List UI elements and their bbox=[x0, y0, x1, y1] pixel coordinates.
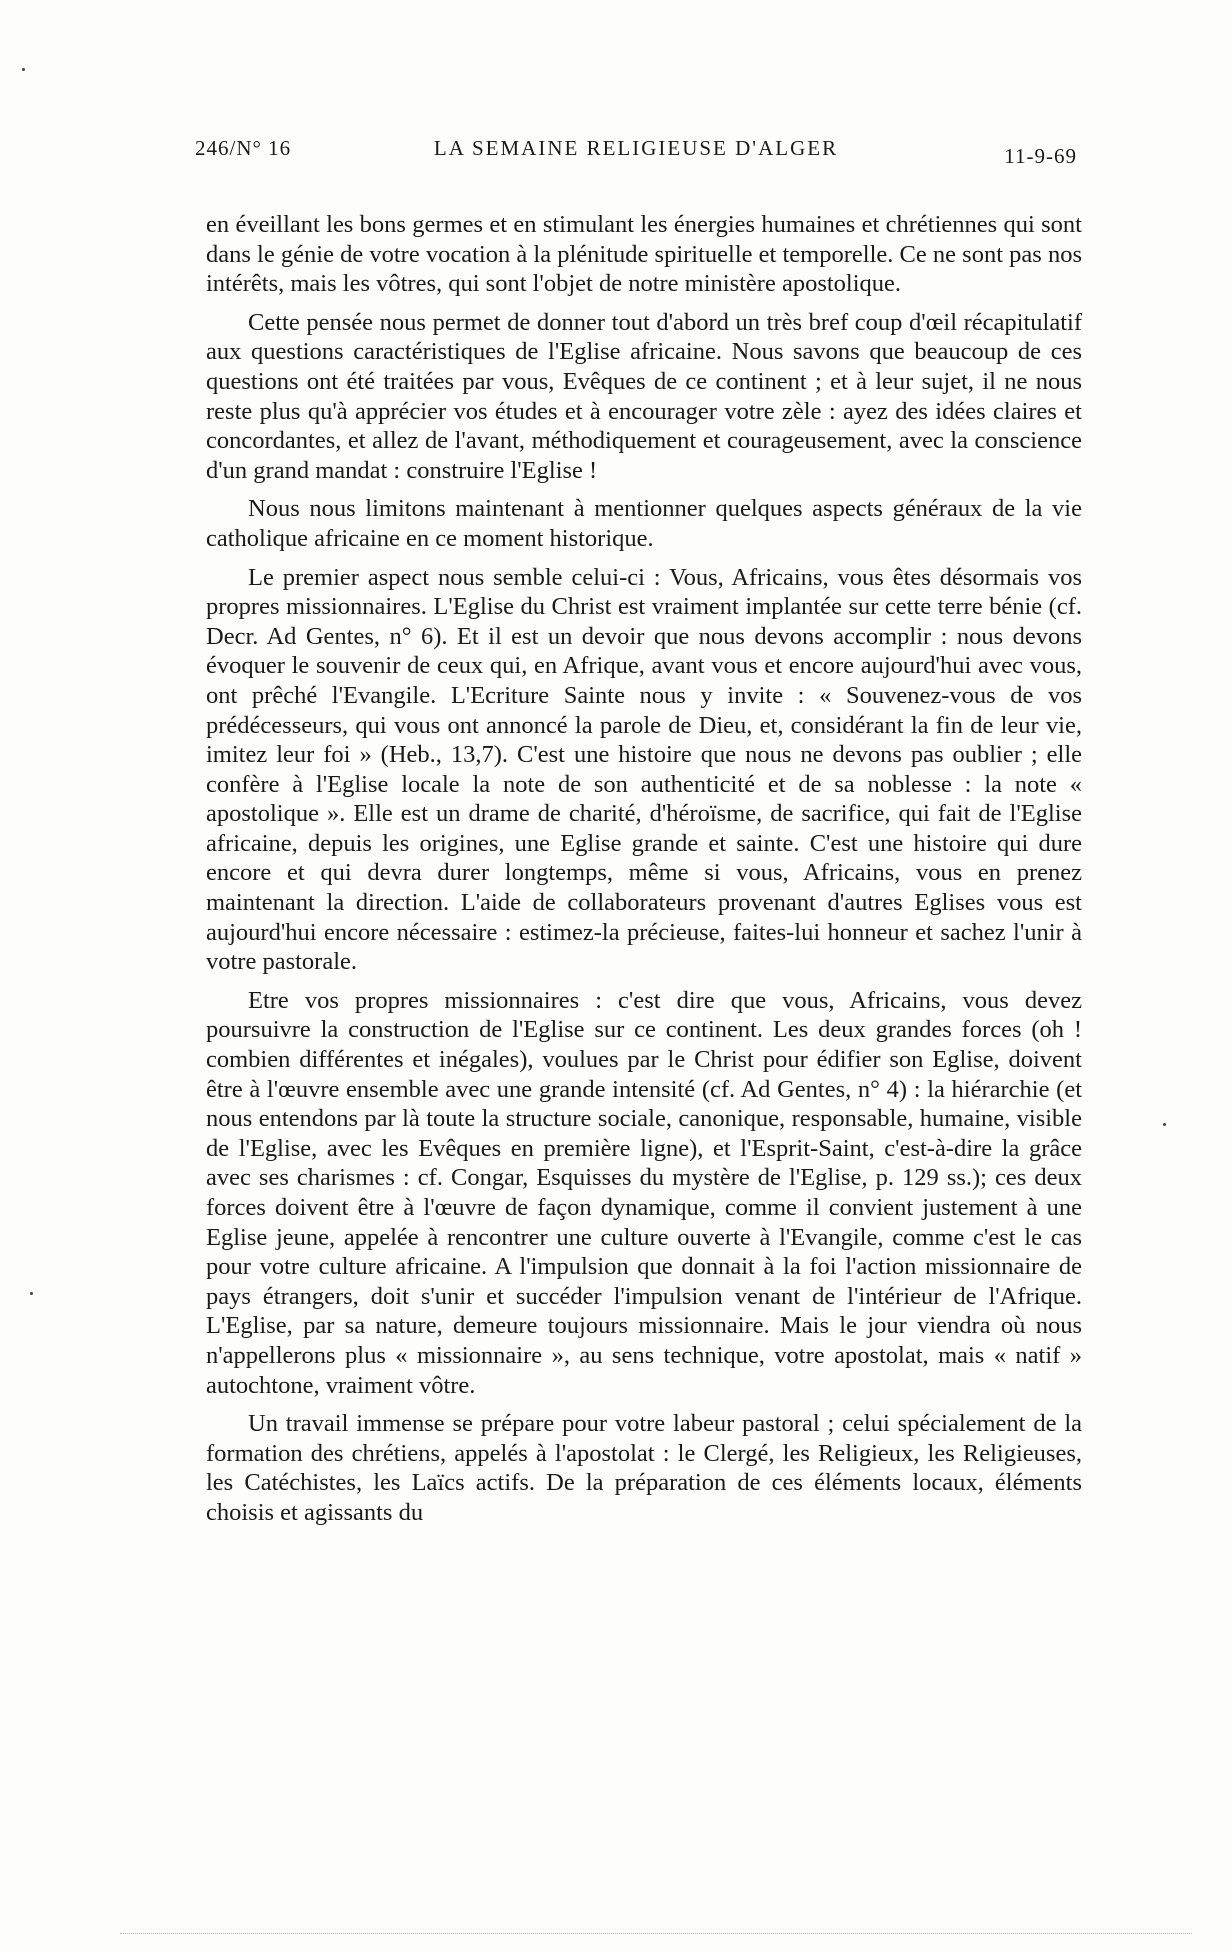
scan-speck bbox=[30, 1292, 33, 1295]
scan-speck bbox=[22, 68, 25, 71]
running-header bbox=[195, 136, 1077, 170]
issue-date: 11-9-69 bbox=[1004, 144, 1077, 168]
paragraph-5: Etre vos propres missionnaires : c'est dire que vous, Africains, vous devez poursuivre la construction de l'Eglise sur ce continent. Les deux grandes forces (oh ! combien différentes et inégales), voulues par le Christ pour édifier son Eglise, doivent être à l'œuvre ensemble avec une grande intensité (cf. Ad Gentes, n° 4) : la hiérarchie (et nous entendons par là toute la structure sociale, canonique, responsable, humaine, visible de l'Eglise, avec les Evêques en première ligne), et l'Esprit-Saint, c'est-à-dire la grâce avec ses charismes : cf. Congar, Esquisses du mystère de l'Eglise, p. 129 ss.); ces deux forces doivent être à l'œuvre de façon dynamique, comme il convient justement à une Eglise jeune, appelée à rencontrer une culture ouverte à l'Evangile, comme c'est le cas pour votre culture africaine. A l'impulsion que donnait à la foi l'action missionnaire de pays étrangers, doit s'unir et succéder l'impulsion venant de l'intérieur de l'Afrique. L'Eglise, par sa nature, demeure toujours missionnaire. Mais le jour viendra où nous n'appellerons plus « missionnaire », au sens technique, votre apostolat, mais « natif » autochtone, vraiment vôtre. bbox=[206, 986, 1082, 1399]
issue-number: 246/N° 16 bbox=[195, 136, 292, 160]
article-body bbox=[206, 210, 1082, 1537]
paragraph-6: Un travail immense se prépare pour votre labeur pastoral ; celui spécialement de la formation des chrétiens, appelés à l'apostolat : le Clergé, les Religieux, les Religieuses, les Catéchistes, les Laïcs actifs. De la préparation de ces éléments locaux, éléments choisis et agissants du bbox=[206, 1410, 1082, 1526]
scan-speck bbox=[1163, 1123, 1166, 1126]
paragraph-3: Nous nous limitons maintenant à mentionner quelques aspects généraux de la vie catholique africaine en ce moment historique. bbox=[206, 495, 1082, 552]
paragraph-4: Le premier aspect nous semble celui-ci : Vous, Africains, vous êtes désormais vos propres missionnaires. L'Eglise du Christ est vraiment implantée sur cette terre bénie (cf. Decr. Ad Gentes, n° 6). Et il est un devoir que nous devons accomplir : nous devons évoquer le souvenir de ceux qui, en Afrique, avant vous et encore aujourd'hui avec vous, ont prêché l'Evangile. L'Ecriture Sainte nous y invite : « Souvenez-vous de vos prédécesseurs, qui vous ont annoncé la parole de Dieu, et, considérant la fin de leur vie, imitez leur foi » (Heb., 13,7). C'est une histoire que nous ne devons pas oublier ; elle confère à l'Eglise locale la note de son authenticité et de sa noblesse : la note « apostolique ». Elle est un drame de charité, d'héroïsme, de sacrifice, qui fait de l'Eglise africaine, depuis les origines, une Eglise grande et sainte. C'est une histoire qui dure encore et qui devra durer longtemps, même si vous, Africains, vous en prenez maintenant la direction. L'aide de collaborateurs provenant d'autres Eglises vous est aujourd'hui encore nécessaire : estimez-la précieuse, faites-lui honneur et sachez l'unir à votre pastorale. bbox=[206, 563, 1082, 976]
scan-edge-rule bbox=[120, 1933, 1192, 1934]
journal-title: LA SEMAINE RELIGIEUSE D'ALGER bbox=[433, 136, 839, 160]
paragraph-1: en éveillant les bons germes et en stimulant les énergies humaines et chrétiennes qui sont dans le génie de votre vocation à la plénitude spirituelle et temporelle. Ce ne sont pas nos intérêts, mais les vôtres, qui sont l'objet de notre ministère apostolique. bbox=[206, 211, 1082, 298]
paragraph-2: Cette pensée nous permet de donner tout d'abord un très bref coup d'œil récapitulatif aux questions caractéristiques de l'Eglise africaine. Nous savons que beaucoup de ces questions ont été traitées par vous, Evêques de ce continent ; et à leur sujet, il ne nous reste plus qu'à apprécier vos études et à encourager votre zèle : ayez des idées claires et concordantes, et allez de l'avant, méthodiquement et courageusement, avec la conscience d'un grand mandat : construire l'Eglise ! bbox=[206, 308, 1082, 484]
